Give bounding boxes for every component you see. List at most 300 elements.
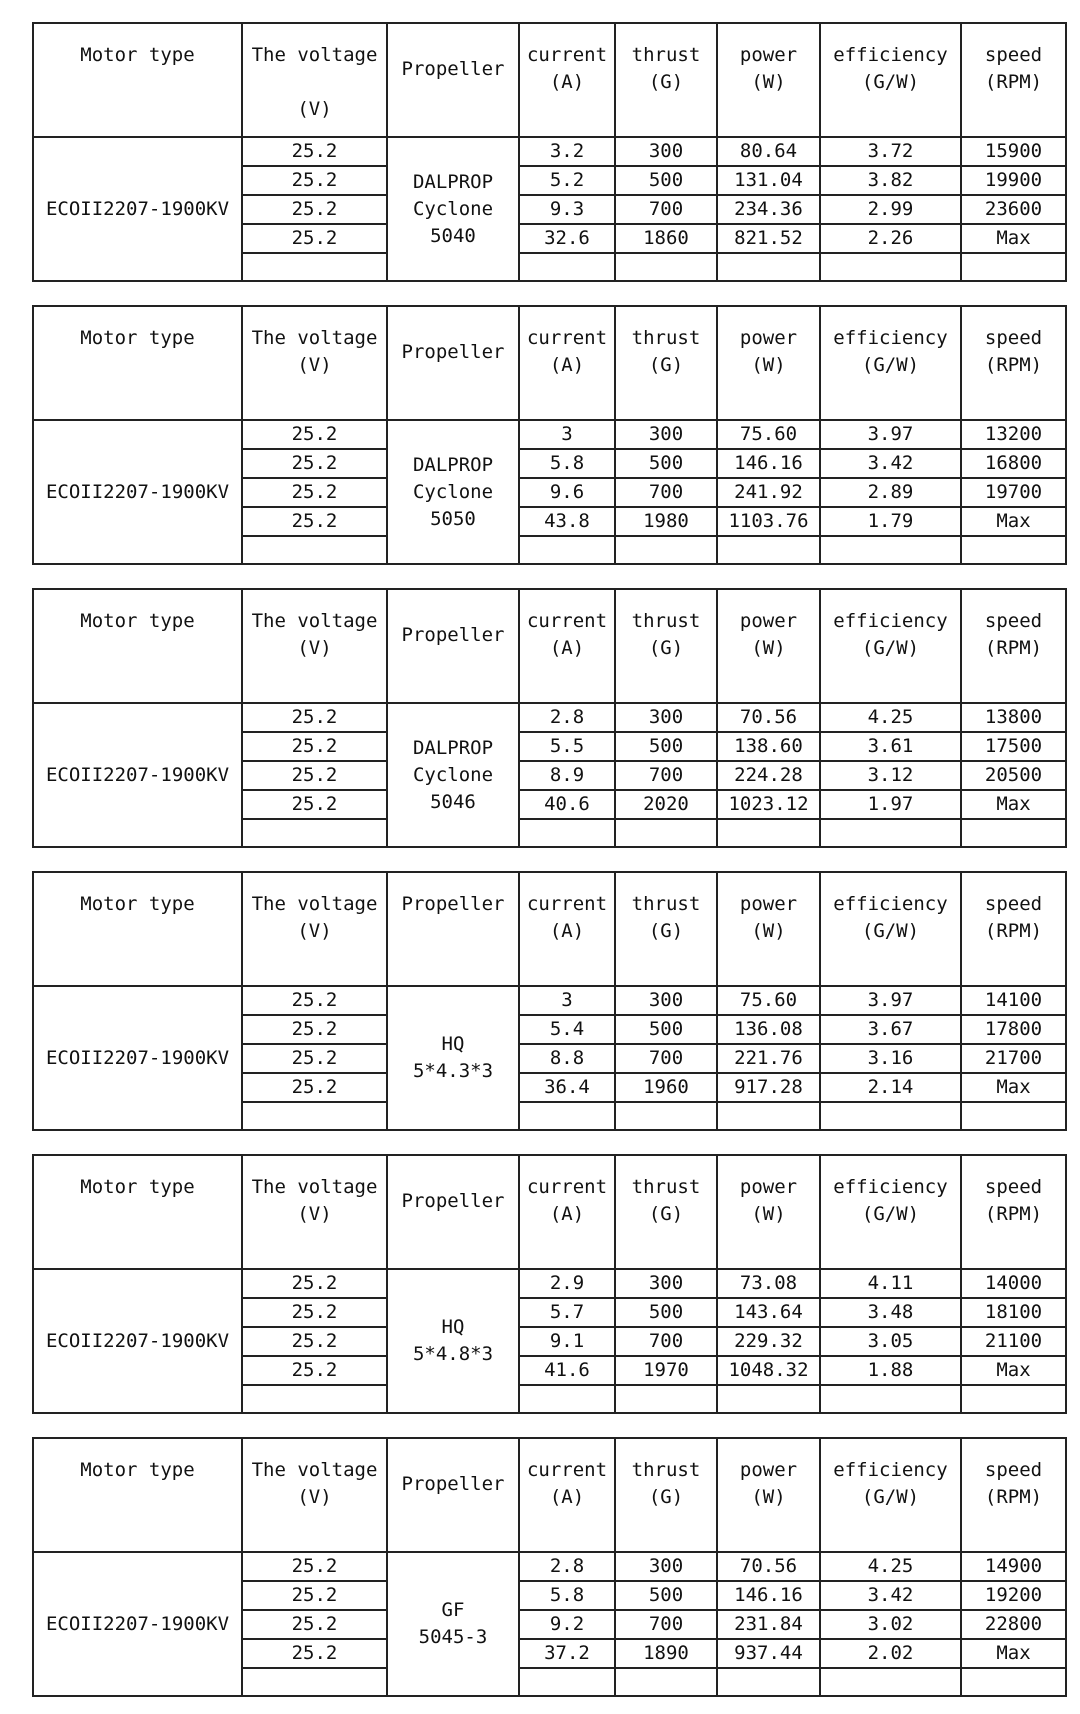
speed-cell: 14100: [961, 986, 1066, 1015]
power-cell: 73.08: [717, 1269, 820, 1298]
header-power-label: power: [739, 893, 798, 915]
table-row: [33, 1552, 1066, 1581]
propeller-name-line: 5*4.8*3: [412, 1343, 494, 1365]
header-speed-label: speed: [984, 1459, 1043, 1481]
efficiency-cell: 3.72: [820, 137, 961, 166]
header-speed-unit: (RPM): [984, 920, 1043, 942]
thrust-cell: 1960: [615, 1073, 717, 1102]
header-power: [717, 1438, 820, 1552]
voltage-cell: 25.2: [242, 420, 387, 449]
power-cell: 1103.76: [717, 507, 820, 536]
speed-cell: Max: [961, 1639, 1066, 1668]
header-voltage: [242, 589, 387, 703]
voltage-cell: 25.2: [242, 137, 387, 166]
power-cell: 221.76: [717, 1044, 820, 1073]
propeller-name-line: 5045-3: [418, 1626, 488, 1648]
voltage-cell: [242, 253, 387, 281]
motor-type-cell: ECOII2207-1900KV: [33, 986, 242, 1130]
header-power-label: power: [739, 327, 798, 349]
propeller-name-line: 5*4.3*3: [412, 1060, 494, 1082]
header-row: [33, 1155, 1066, 1269]
header-speed-label: speed: [984, 1176, 1043, 1198]
header-efficiency: [820, 23, 961, 137]
current-cell: 5.8: [519, 449, 615, 478]
speed-cell: 17800: [961, 1015, 1066, 1044]
current-cell: 5.7: [519, 1298, 615, 1327]
header-efficiency-unit: (G/W): [861, 1486, 920, 1508]
power-cell: 234.36: [717, 195, 820, 224]
efficiency-cell: 2.99: [820, 195, 961, 224]
header-current-label: current: [526, 1459, 608, 1481]
voltage-cell: 25.2: [242, 1356, 387, 1385]
header-motor-type-label: Motor type: [80, 327, 195, 349]
header-voltage-label: The voltage: [251, 893, 378, 915]
header-efficiency-label: efficiency: [833, 44, 948, 66]
header-thrust-label: thrust: [631, 327, 701, 349]
header-propeller-label: Propeller: [401, 1473, 505, 1495]
thrust-cell: [615, 253, 717, 281]
header-propeller: [387, 1155, 519, 1269]
current-cell: [519, 536, 615, 564]
header-current: [519, 1155, 615, 1269]
header-voltage: [242, 306, 387, 420]
efficiency-cell: [820, 1102, 961, 1130]
thrust-cell: 300: [615, 703, 717, 732]
header-efficiency-unit: (G/W): [861, 637, 920, 659]
propeller-cell: [387, 1552, 519, 1696]
current-cell: 2.9: [519, 1269, 615, 1298]
header-power: [717, 872, 820, 986]
voltage-cell: 25.2: [242, 1610, 387, 1639]
header-speed-unit: (RPM): [984, 637, 1043, 659]
speed-cell: 16800: [961, 449, 1066, 478]
header-current: [519, 872, 615, 986]
efficiency-cell: 1.88: [820, 1356, 961, 1385]
header-motor-type-label: Motor type: [80, 893, 195, 915]
thrust-cell: 500: [615, 1581, 717, 1610]
header-power-label: power: [739, 1176, 798, 1198]
speed-cell: Max: [961, 1073, 1066, 1102]
header-voltage: [242, 872, 387, 986]
power-cell: 231.84: [717, 1610, 820, 1639]
header-thrust: [615, 1438, 717, 1552]
speed-cell: 21700: [961, 1044, 1066, 1073]
header-propeller-label: Propeller: [401, 893, 505, 915]
header-efficiency-unit: (G/W): [861, 354, 920, 376]
thrust-cell: 1970: [615, 1356, 717, 1385]
current-cell: 5.5: [519, 732, 615, 761]
speed-cell: 18100: [961, 1298, 1066, 1327]
header-efficiency-unit: (G/W): [861, 71, 920, 93]
current-cell: 2.8: [519, 703, 615, 732]
header-row: [33, 872, 1066, 986]
header-current: [519, 1438, 615, 1552]
current-cell: 2.8: [519, 1552, 615, 1581]
header-voltage-unit: (V): [297, 637, 332, 659]
speed-cell: [961, 819, 1066, 847]
voltage-cell: [242, 536, 387, 564]
motor-type-cell: ECOII2207-1900KV: [33, 1269, 242, 1413]
voltage-cell: 25.2: [242, 761, 387, 790]
power-cell: 75.60: [717, 420, 820, 449]
speed-cell: 19900: [961, 166, 1066, 195]
voltage-cell: [242, 1385, 387, 1413]
current-cell: [519, 1385, 615, 1413]
header-current-label: current: [526, 1176, 608, 1198]
propeller-cell: [387, 420, 519, 564]
speed-cell: [961, 1102, 1066, 1130]
power-cell: 146.16: [717, 1581, 820, 1610]
power-cell: 937.44: [717, 1639, 820, 1668]
header-propeller-label: Propeller: [401, 58, 505, 80]
power-cell: 1023.12: [717, 790, 820, 819]
efficiency-cell: [820, 1668, 961, 1696]
power-cell: 917.28: [717, 1073, 820, 1102]
header-speed-label: speed: [984, 893, 1043, 915]
header-efficiency-unit: (G/W): [861, 1203, 920, 1225]
motor-type-cell: ECOII2207-1900KV: [33, 703, 242, 847]
header-thrust: [615, 589, 717, 703]
performance-table: [32, 1154, 1067, 1414]
propeller-name-line: GF: [441, 1599, 465, 1621]
speed-cell: Max: [961, 1356, 1066, 1385]
efficiency-cell: 3.82: [820, 166, 961, 195]
efficiency-cell: 3.42: [820, 449, 961, 478]
voltage-cell: 25.2: [242, 1327, 387, 1356]
speed-cell: [961, 1668, 1066, 1696]
power-cell: 138.60: [717, 732, 820, 761]
speed-cell: 15900: [961, 137, 1066, 166]
header-current-unit: (A): [549, 1486, 585, 1508]
efficiency-cell: 2.89: [820, 478, 961, 507]
efficiency-cell: 2.02: [820, 1639, 961, 1668]
efficiency-cell: 3.02: [820, 1610, 961, 1639]
speed-cell: 13200: [961, 420, 1066, 449]
speed-cell: Max: [961, 507, 1066, 536]
header-efficiency-label: efficiency: [833, 1176, 948, 1198]
header-motor-type: [33, 1155, 242, 1269]
header-voltage-unit: (V): [297, 1203, 332, 1225]
header-efficiency: [820, 589, 961, 703]
header-current-label: current: [526, 44, 608, 66]
efficiency-cell: 3.97: [820, 986, 961, 1015]
voltage-cell: 25.2: [242, 449, 387, 478]
header-speed: [961, 1438, 1066, 1552]
header-voltage: [242, 1438, 387, 1552]
power-cell: [717, 1385, 820, 1413]
thrust-cell: 1860: [615, 224, 717, 253]
header-speed-label: speed: [984, 610, 1043, 632]
header-current-unit: (A): [549, 71, 585, 93]
efficiency-cell: 4.25: [820, 703, 961, 732]
voltage-cell: 25.2: [242, 195, 387, 224]
current-cell: 3.2: [519, 137, 615, 166]
thrust-cell: 500: [615, 1015, 717, 1044]
propeller-name-line: Cyclone: [412, 197, 494, 220]
header-propeller: [387, 23, 519, 137]
header-thrust-label: thrust: [631, 1176, 701, 1198]
header-power-unit: (W): [751, 71, 786, 93]
header-thrust-unit: (G): [648, 354, 684, 376]
table-row: [33, 703, 1066, 732]
header-propeller-label: Propeller: [401, 341, 505, 363]
header-power-unit: (W): [751, 1203, 786, 1225]
voltage-cell: 25.2: [242, 1073, 387, 1102]
table-row: [33, 1269, 1066, 1298]
voltage-cell: 25.2: [242, 1581, 387, 1610]
thrust-cell: 700: [615, 1610, 717, 1639]
voltage-cell: 25.2: [242, 1269, 387, 1298]
speed-cell: 19200: [961, 1581, 1066, 1610]
header-speed: [961, 589, 1066, 703]
header-efficiency: [820, 306, 961, 420]
current-cell: 41.6: [519, 1356, 615, 1385]
header-power-label: power: [739, 1459, 798, 1481]
thrust-cell: [615, 1668, 717, 1696]
current-cell: [519, 253, 615, 281]
header-power-unit: (W): [751, 637, 786, 659]
header-propeller: [387, 872, 519, 986]
current-cell: 8.8: [519, 1044, 615, 1073]
header-speed: [961, 306, 1066, 420]
speed-cell: [961, 253, 1066, 281]
efficiency-cell: [820, 536, 961, 564]
header-speed: [961, 23, 1066, 137]
header-efficiency-label: efficiency: [833, 327, 948, 349]
header-speed: [961, 872, 1066, 986]
header-speed-unit: (RPM): [984, 1203, 1043, 1225]
power-cell: [717, 536, 820, 564]
header-efficiency: [820, 1155, 961, 1269]
performance-table: [32, 871, 1067, 1131]
voltage-cell: 25.2: [242, 703, 387, 732]
header-power: [717, 23, 820, 137]
thrust-cell: 300: [615, 1552, 717, 1581]
thrust-cell: 300: [615, 1269, 717, 1298]
motor-type-cell: ECOII2207-1900KV: [33, 1552, 242, 1696]
voltage-cell: 25.2: [242, 507, 387, 536]
propeller-name-line: 5040: [430, 224, 476, 247]
propeller-name-line: DALPROP: [412, 170, 494, 193]
voltage-cell: 25.2: [242, 790, 387, 819]
header-thrust-unit: (G): [648, 637, 684, 659]
header-voltage: [242, 1155, 387, 1269]
efficiency-cell: 3.67: [820, 1015, 961, 1044]
voltage-cell: 25.2: [242, 1552, 387, 1581]
power-cell: 136.08: [717, 1015, 820, 1044]
efficiency-cell: 3.61: [820, 732, 961, 761]
thrust-cell: [615, 1102, 717, 1130]
table-row: [33, 986, 1066, 1015]
power-cell: [717, 253, 820, 281]
efficiency-cell: 3.42: [820, 1581, 961, 1610]
thrust-cell: 1980: [615, 507, 717, 536]
table-row: [33, 420, 1066, 449]
efficiency-cell: 3.97: [820, 420, 961, 449]
efficiency-cell: 3.05: [820, 1327, 961, 1356]
header-thrust-unit: (G): [648, 1486, 684, 1508]
propeller-cell: [387, 137, 519, 281]
voltage-cell: 25.2: [242, 1298, 387, 1327]
motor-type-cell: ECOII2207-1900KV: [33, 137, 242, 281]
thrust-cell: 2020: [615, 790, 717, 819]
speed-cell: 13800: [961, 703, 1066, 732]
propeller-cell: [387, 986, 519, 1130]
voltage-cell: 25.2: [242, 166, 387, 195]
speed-cell: 23600: [961, 195, 1066, 224]
header-current-unit: (A): [549, 1203, 585, 1225]
header-propeller: [387, 589, 519, 703]
performance-table: [32, 1437, 1067, 1697]
speed-cell: 19700: [961, 478, 1066, 507]
efficiency-cell: [820, 1385, 961, 1413]
power-cell: 70.56: [717, 1552, 820, 1581]
header-motor-type-label: Motor type: [80, 1459, 195, 1481]
efficiency-cell: 1.79: [820, 507, 961, 536]
header-current: [519, 23, 615, 137]
efficiency-cell: 4.25: [820, 1552, 961, 1581]
header-propeller-label: Propeller: [401, 624, 505, 646]
header-power: [717, 589, 820, 703]
efficiency-cell: 1.97: [820, 790, 961, 819]
efficiency-cell: 3.48: [820, 1298, 961, 1327]
efficiency-cell: 4.11: [820, 1269, 961, 1298]
header-voltage-label: The voltage: [251, 1176, 378, 1198]
header-power: [717, 1155, 820, 1269]
power-cell: [717, 1102, 820, 1130]
header-power-label: power: [739, 610, 798, 632]
speed-cell: Max: [961, 790, 1066, 819]
thrust-cell: 300: [615, 137, 717, 166]
propeller-name-line: 5050: [430, 507, 476, 530]
header-power-unit: (W): [751, 1486, 786, 1508]
header-thrust: [615, 872, 717, 986]
header-efficiency-unit: (G/W): [861, 920, 920, 942]
thrust-cell: [615, 536, 717, 564]
voltage-cell: 25.2: [242, 224, 387, 253]
header-current-unit: (A): [549, 637, 585, 659]
power-cell: 75.60: [717, 986, 820, 1015]
header-speed: [961, 1155, 1066, 1269]
header-row: [33, 306, 1066, 420]
header-voltage-unit: (V): [297, 1486, 332, 1508]
header-voltage-label: The voltage: [251, 327, 378, 349]
voltage-cell: 25.2: [242, 1015, 387, 1044]
header-voltage-label: The voltage: [251, 610, 378, 632]
header-motor-type: [33, 306, 242, 420]
header-efficiency-label: efficiency: [833, 893, 948, 915]
speed-cell: [961, 536, 1066, 564]
speed-cell: [961, 1385, 1066, 1413]
efficiency-cell: 2.26: [820, 224, 961, 253]
power-cell: 131.04: [717, 166, 820, 195]
header-thrust-label: thrust: [631, 610, 701, 632]
thrust-cell: 500: [615, 449, 717, 478]
speed-cell: 20500: [961, 761, 1066, 790]
header-propeller: [387, 306, 519, 420]
thrust-cell: 500: [615, 1298, 717, 1327]
speed-cell: 14900: [961, 1552, 1066, 1581]
power-cell: 229.32: [717, 1327, 820, 1356]
efficiency-cell: 2.14: [820, 1073, 961, 1102]
header-power-unit: (W): [751, 920, 786, 942]
power-cell: 224.28: [717, 761, 820, 790]
thrust-cell: 500: [615, 166, 717, 195]
current-cell: 40.6: [519, 790, 615, 819]
speed-cell: 21100: [961, 1327, 1066, 1356]
thrust-cell: 700: [615, 478, 717, 507]
thrust-cell: 300: [615, 420, 717, 449]
header-row: [33, 589, 1066, 703]
header-speed-unit: (RPM): [984, 71, 1043, 93]
propeller-cell: [387, 1269, 519, 1413]
power-cell: 821.52: [717, 224, 820, 253]
current-cell: 9.6: [519, 478, 615, 507]
current-cell: 36.4: [519, 1073, 615, 1102]
header-speed-label: speed: [984, 44, 1043, 66]
header-propeller-label: Propeller: [401, 1190, 505, 1212]
voltage-cell: [242, 1668, 387, 1696]
efficiency-cell: [820, 253, 961, 281]
current-cell: [519, 1102, 615, 1130]
propeller-cell: [387, 703, 519, 847]
voltage-cell: 25.2: [242, 1044, 387, 1073]
header-motor-type-label: Motor type: [80, 1176, 195, 1198]
header-motor-type-label: Motor type: [80, 44, 195, 66]
propeller-name-line: Cyclone: [412, 480, 494, 503]
header-current-unit: (A): [549, 920, 585, 942]
header-voltage: [242, 23, 387, 137]
propeller-name-line: Cyclone: [412, 763, 494, 786]
header-thrust-label: thrust: [631, 1459, 701, 1481]
motor-type-cell: ECOII2207-1900KV: [33, 420, 242, 564]
power-cell: 146.16: [717, 449, 820, 478]
efficiency-cell: [820, 819, 961, 847]
thrust-cell: [615, 819, 717, 847]
voltage-cell: [242, 819, 387, 847]
efficiency-cell: 3.12: [820, 761, 961, 790]
performance-table: [32, 305, 1067, 565]
header-propeller: [387, 1438, 519, 1552]
header-row: [33, 23, 1066, 137]
header-motor-type: [33, 1438, 242, 1552]
current-cell: [519, 819, 615, 847]
current-cell: 37.2: [519, 1639, 615, 1668]
current-cell: [519, 1668, 615, 1696]
header-voltage-unit: (V): [297, 98, 332, 120]
current-cell: 9.2: [519, 1610, 615, 1639]
propeller-name-line: DALPROP: [412, 453, 494, 476]
header-row: [33, 1438, 1066, 1552]
header-speed-label: speed: [984, 327, 1043, 349]
current-cell: 32.6: [519, 224, 615, 253]
current-cell: 9.3: [519, 195, 615, 224]
header-current-label: current: [526, 893, 608, 915]
header-power-unit: (W): [751, 354, 786, 376]
current-cell: 5.2: [519, 166, 615, 195]
header-motor-type: [33, 589, 242, 703]
header-power-label: power: [739, 44, 798, 66]
header-efficiency: [820, 872, 961, 986]
propeller-name-line: 5046: [430, 790, 476, 813]
header-voltage-unit: (V): [297, 354, 332, 376]
header-thrust: [615, 23, 717, 137]
header-power: [717, 306, 820, 420]
speed-cell: Max: [961, 224, 1066, 253]
header-motor-type: [33, 872, 242, 986]
thrust-cell: 700: [615, 761, 717, 790]
current-cell: 5.4: [519, 1015, 615, 1044]
